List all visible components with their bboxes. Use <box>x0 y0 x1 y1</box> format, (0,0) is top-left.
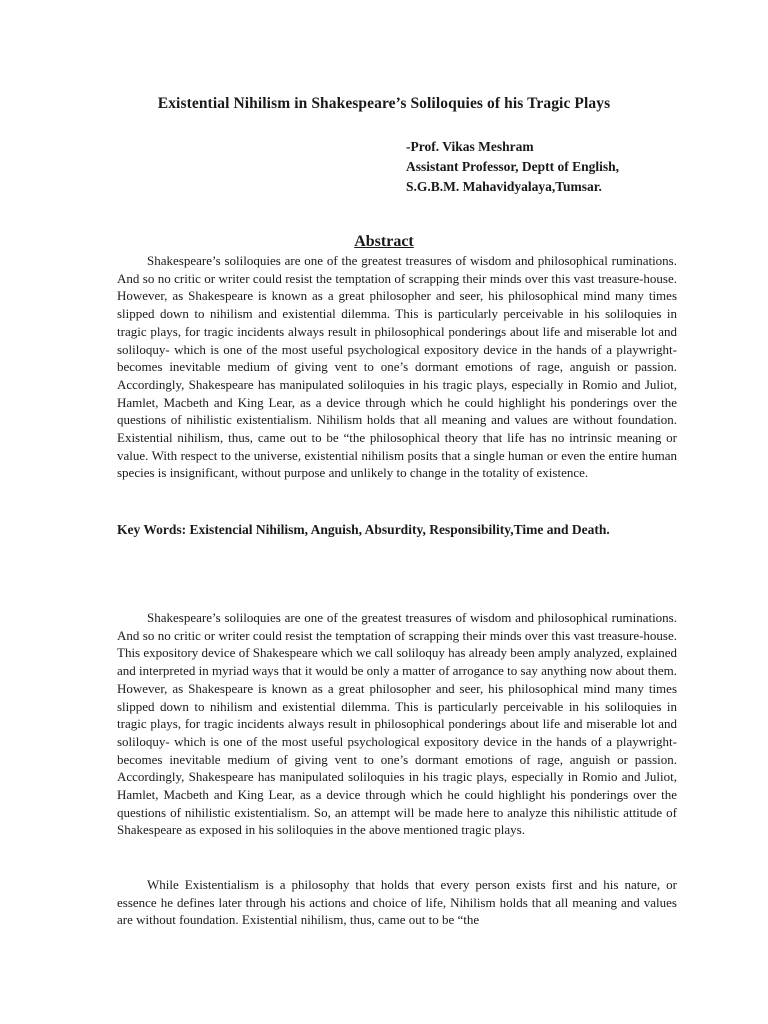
author-block <box>406 137 619 197</box>
abstract-heading: Abstract <box>354 233 414 250</box>
author-name: -Prof. Vikas Meshram <box>406 139 534 154</box>
keywords: Key Words: Existencial Nihilism, Anguish, Absurdity, Responsibility,Time and Death. <box>117 522 610 537</box>
abstract-text: Shakespeare’s soliloquies are one of the greatest treasures of wisdom and philosophical ruminations. And so no critic or writer could resist the temptation of scrapping their minds over this vast treasure-house. However, as Shakespeare is known as a great philosopher and seer, his philosophical mind many times slipped down to nihilism and existential dilemma. This is particularly perceivable in his soliloquies in tragic plays, for tragic incidents always result in philosophical ponderings about life and miserable lot and soliloquy- which is one of the most useful psychological expository device in the hands of a playwright- becomes inevitable medium of giving vent to one’s dormant emotions of rage, anguish or passion. Accordingly, Shakespeare has manipulated soliloquies in his tragic plays, especially in Romio and Juliot, Hamlet, Macbeth and King Lear, as a device through which he could highlight his ponderings over the questions of nihilistic existentialism. Nihilism holds that all meaning and values are without foundation. Existential nihilism, thus, came out to be “the philosophical theory that life has no intrinsic meaning or value. With respect to the universe, existential nihilism posits that a single human or even the entire human species is insignificant, without purpose and unlikely to change in the totality of existence. <box>117 253 677 481</box>
body-paragraph-2: While Existentialism is a philosophy that holds that every person exists first and his nature, or essence he defines later through his actions and choice of life, Nihilism holds that all meaning and values are without foundation. Existential nihilism, thus, came out to be “the <box>117 877 677 928</box>
author-position: Assistant Professor, Deptt of English, <box>406 159 620 174</box>
author-institution: S.G.B.M. Mahavidyalaya,Tumsar. <box>406 179 602 194</box>
body-paragraph-1: Shakespeare’s soliloquies are one of the greatest treasures of wisdom and philosophical ruminations. And so no critic or writer could resist the temptation of scrapping their minds over this vast treasure-house. This expository device of Shakespeare which we call soliloquy has already been amply analyzed, explained and interpreted in myriad ways that it would be only a matter of arrogance to say anything now about them. However, as Shakespeare is known as a great philosopher and seer, his philosophical mind many times slipped down to nihilism and existential dilemma. This is particularly perceivable in his soliloquies in tragic plays, for tragic incidents always result in philosophical ponderings about life and miserable lot and soliloquy- which is one of the most useful psychological expository device in the hands of a playwright- becomes inevitable medium of giving vent to one’s dormant emotions of rage, anguish or passion. Accordingly, Shakespeare has manipulated soliloquies in his tragic plays, especially in Romio and Juliot, Hamlet, Macbeth and King Lear, as a device through which he could highlight his ponderings over the questions of nihilistic existentialism. So, an attempt will be made here to analyze this nihilistic attitude of Shakespeare as exposed in his soliloquies in the above mentioned tragic plays. <box>117 610 677 838</box>
paper-title: Existential Nihilism in Shakespeare’s Soliloquies of his Tragic Plays <box>157 95 611 112</box>
